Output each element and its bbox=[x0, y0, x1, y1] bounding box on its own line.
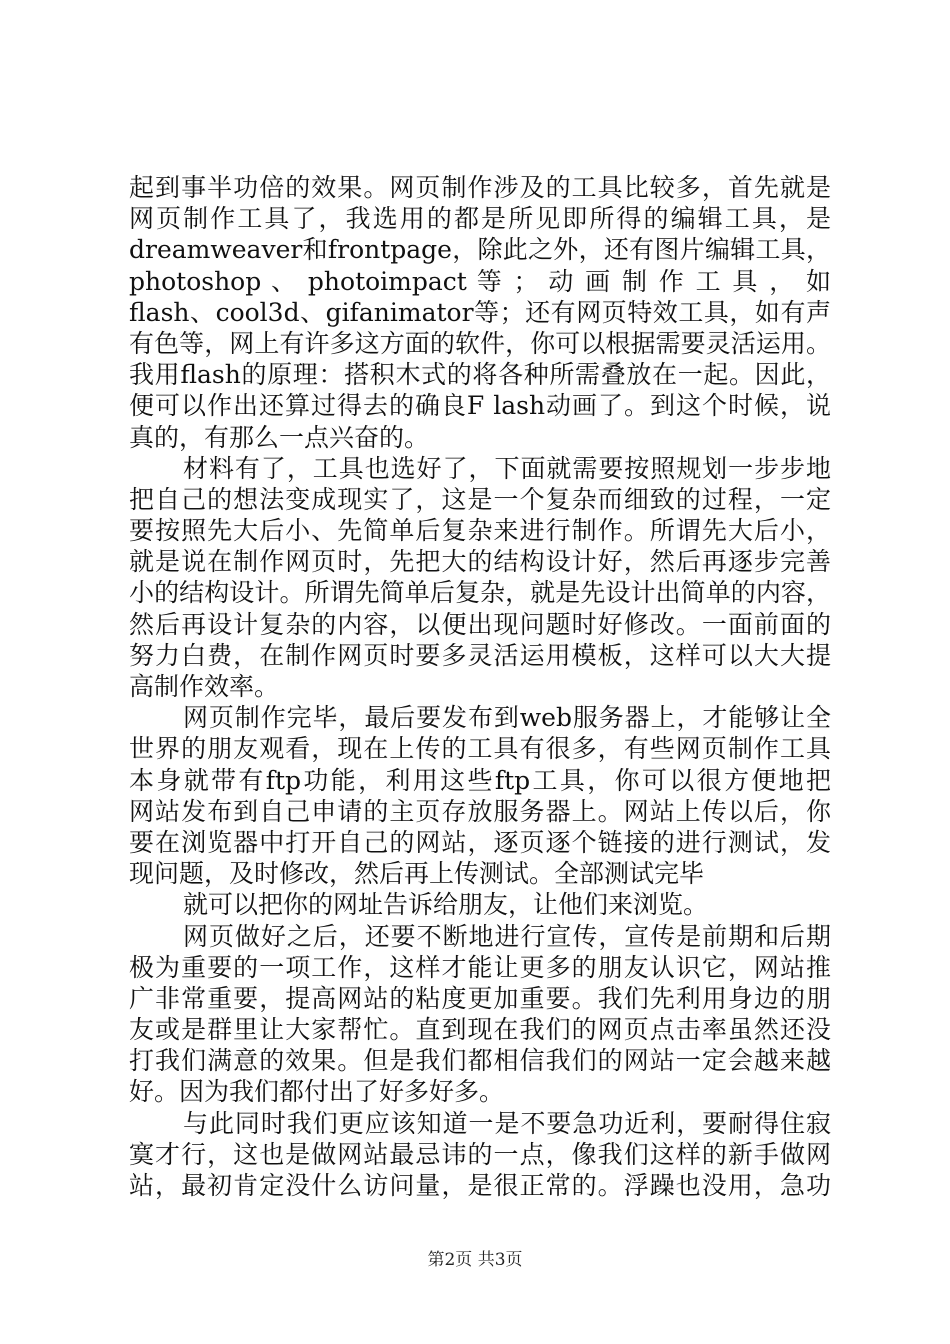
text-line: 真的，有那么一点兴奋的。 bbox=[129, 422, 430, 452]
text-line: 努力白费，在制作网页时要多灵活运用模板，这样可以大大提 bbox=[129, 640, 831, 670]
text-line: 高制作效率。 bbox=[129, 672, 280, 701]
text-line: 打我们满意的效果。但是我们都相信我们的网站一定会越来越 bbox=[129, 1046, 831, 1076]
text-line: 网页制作完毕，最后要发布到web服务器上，才能够让全 bbox=[183, 703, 831, 733]
text-line: 好。因为我们都付出了好多好多。 bbox=[129, 1077, 505, 1107]
text-line: 网页做好之后，还要不断地进行宣传，宣传是前期和后期 bbox=[183, 921, 831, 951]
text-line: 把自己的想法变成现实了，这是一个复杂而细致的过程，一定 bbox=[129, 484, 831, 514]
text-line: 网站发布到自己申请的主页存放服务器上。网站上传以后，你 bbox=[129, 796, 831, 826]
text-line: 网页制作工具了，我选用的都是所见即所得的编辑工具，是 bbox=[129, 204, 831, 234]
text-line: 寞才行，这也是做网站最忌讳的一点，像我们这样的新手做网 bbox=[129, 1139, 831, 1169]
text-line: 要在浏览器中打开自己的网站，逐页逐个链接的进行测试，发 bbox=[129, 827, 831, 857]
text-line: 就是说在制作网页时，先把大的结构设计好，然后再逐步完善 bbox=[129, 547, 831, 577]
text-line: dreamweaver和frontpage，除此之外，还有图片编辑工具， bbox=[129, 235, 831, 265]
text-line: 本身就带有ftp功能，利用这些ftp工具，你可以很方便地把 bbox=[129, 765, 831, 795]
text-line: 世界的朋友观看，现在上传的工具有很多，有些网页制作工具 bbox=[129, 734, 831, 764]
text-line: 起到事半功倍的效果。网页制作涉及的工具比较多，首先就是 bbox=[129, 173, 831, 202]
text-line: 站，最初肯定没什么访问量，是很正常的。浮躁也没用，急功 bbox=[129, 1171, 831, 1200]
text-line: 极为重要的一项工作，这样才能让更多的朋友认识它，网站推 bbox=[129, 952, 831, 982]
text-line: photoshop 、 photoimpact 等 ； 动 画 制 作 工 具 ， 如 bbox=[129, 266, 831, 296]
text-line: 材料有了，工具也选好了，下面就需要按照规划一步步地 bbox=[183, 453, 831, 483]
text-line: 广非常重要，提高网站的粘度更加重要。我们先利用身边的朋 bbox=[129, 983, 831, 1013]
document-body bbox=[129, 172, 831, 1201]
text-line: 有色等，网上有许多这方面的软件，你可以根据需要灵活运用。 bbox=[129, 328, 831, 358]
page-footer: 第2页 共3页 bbox=[427, 1250, 523, 1270]
text-line: 便可以作出还算过得去的确良F lash动画了。到这个时候，说 bbox=[129, 391, 831, 421]
text-line: 要按照先大后小、先简单后复杂来进行制作。所谓先大后小， bbox=[129, 516, 831, 546]
text-line: 然后再设计复杂的内容，以便出现问题时好修改。一面前面的 bbox=[129, 609, 831, 639]
text-line: 与此同时我们更应该知道一是不要急功近利，要耐得住寂 bbox=[183, 1108, 831, 1138]
text-line: 我用flash的原理：搭积木式的将各种所需叠放在一起。因此， bbox=[129, 360, 831, 390]
text-line: 小的结构设计。所谓先简单后复杂，就是先设计出简单的内容， bbox=[129, 578, 831, 608]
text-line: flash、cool3d、gifanimator等；还有网页特效工具，如有声 bbox=[129, 297, 831, 327]
text-line: 友或是群里让大家帮忙。直到现在我们的网页点击率虽然还没 bbox=[129, 1015, 831, 1045]
text-line: 就可以把你的网址告诉给朋友，让他们来浏览。 bbox=[183, 890, 709, 920]
text-line: 现问题，及时修改，然后再上传测试。全部测试完毕 bbox=[129, 859, 705, 889]
